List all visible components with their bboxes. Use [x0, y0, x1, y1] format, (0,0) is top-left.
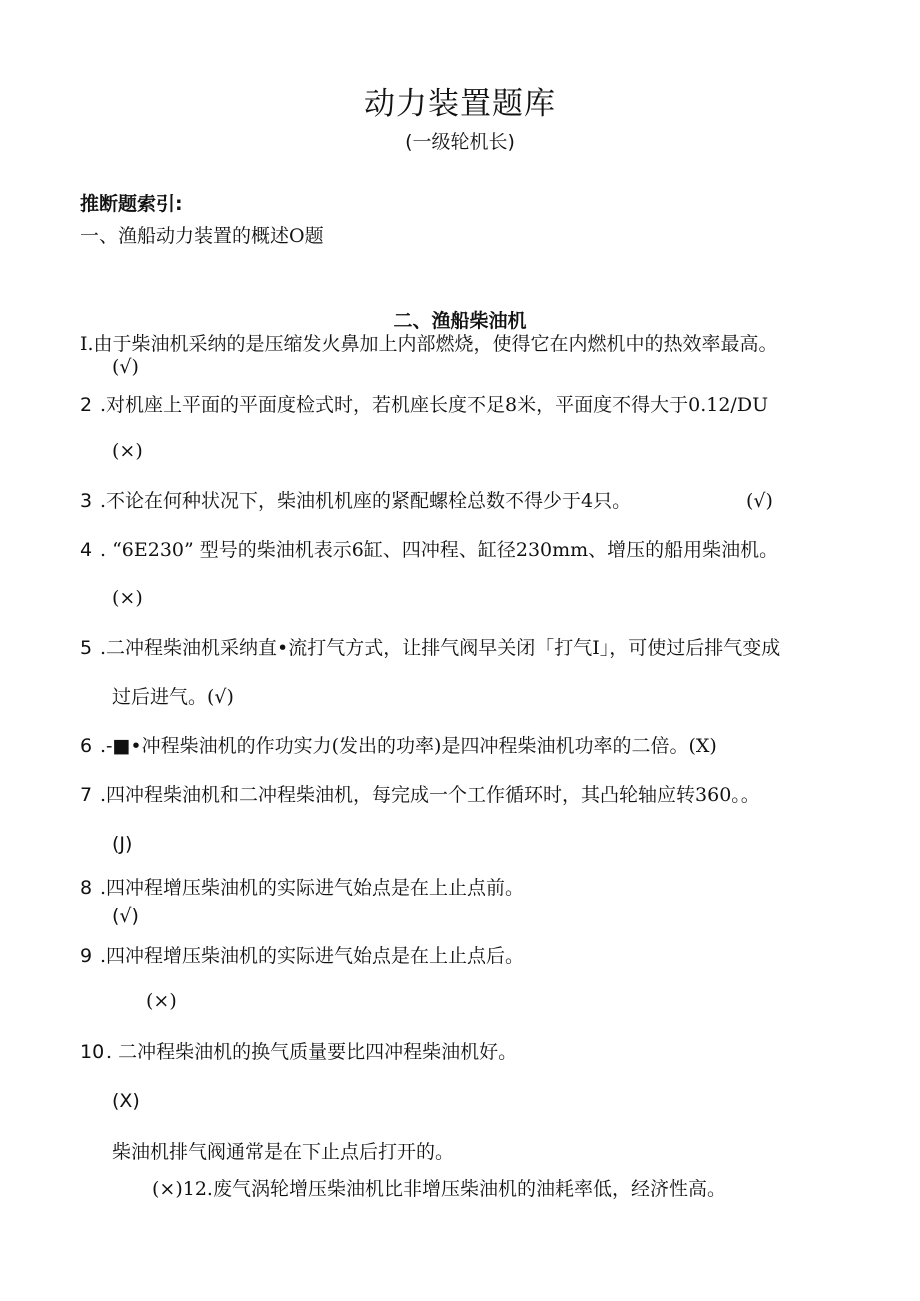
- index-section1: 一、渔船动力装置的概述O题: [80, 225, 324, 247]
- question-8-answer: (√): [112, 905, 139, 927]
- page-subtitle: (一级轮机长): [405, 131, 515, 153]
- question-5-text: .二冲程柴油机采纳直•流打气方式，让排气阀早关闭「打气I」，可使过后排气变成: [100, 637, 781, 659]
- question-3-text: .不论在何种状况下，柴油机机座的紧配螺栓总数不得少于4只。: [100, 490, 632, 512]
- question-2-answer: (×): [112, 440, 143, 462]
- question-2-text: .对机座上平面的平面度检式时，若机座长度不足8米，平面度不得大于0.12/DU: [100, 394, 769, 416]
- question-12-text: (×)12.废气涡轮增压柴油机比非增压柴油机的油耗率低，经济性高。: [152, 1178, 726, 1200]
- question-9-answer: (×): [146, 990, 177, 1012]
- question-7-text: .四冲程柴油机和二冲程柴油机，每完成一个工作循环时，其凸轮轴应转360。。: [100, 784, 760, 806]
- question-6-number: 6: [80, 735, 93, 757]
- question-8-number: 8: [80, 877, 93, 899]
- question-1-answer: (√): [112, 356, 139, 378]
- question-4-text: . “6E230” 型号的柴油机表示6缸、四冲程、缸径230mm、增压的船用柴油机。: [100, 539, 779, 561]
- question-2-number: 2: [80, 394, 93, 416]
- question-5-text-cont: 过后进气。(√): [112, 686, 234, 708]
- question-3-number: 3: [80, 490, 93, 512]
- question-10-answer: (X): [112, 1090, 140, 1112]
- question-3-answer: (√): [746, 490, 773, 512]
- question-5-number: 5: [80, 637, 93, 659]
- question-9-text: .四冲程增压柴油机的实际进气始点是在上止点后。: [100, 945, 525, 967]
- question-8-text: .四冲程增压柴油机的实际进气始点是在上止点前。: [100, 877, 525, 899]
- question-1-text: I.由于柴油机采纳的是压缩发火鼻加上内部燃烧，使得它在内燃机中的热效率最高。: [80, 333, 778, 355]
- question-7-answer: (J): [112, 833, 133, 855]
- question-9-number: 9: [80, 945, 93, 967]
- index-heading: 推断题索引:: [80, 193, 183, 215]
- section-heading: 二、渔船柴油机: [393, 310, 527, 332]
- question-10-number: 10: [80, 1041, 105, 1063]
- question-11-text: 柴油机排气阀通常是在下止点后打开的。: [112, 1141, 455, 1163]
- page-title: 动力装置题库: [364, 86, 556, 122]
- question-7-number: 7: [80, 784, 93, 806]
- question-4-answer: (×): [112, 587, 143, 609]
- question-4-number: 4: [80, 539, 93, 561]
- question-10-text: . 二冲程柴油机的换气质量要比四冲程柴油机好。: [106, 1041, 518, 1063]
- question-6-text: .-■•冲程柴油机的作功实力(发出的功率)是四冲程柴油机功率的二倍。(X): [100, 735, 717, 757]
